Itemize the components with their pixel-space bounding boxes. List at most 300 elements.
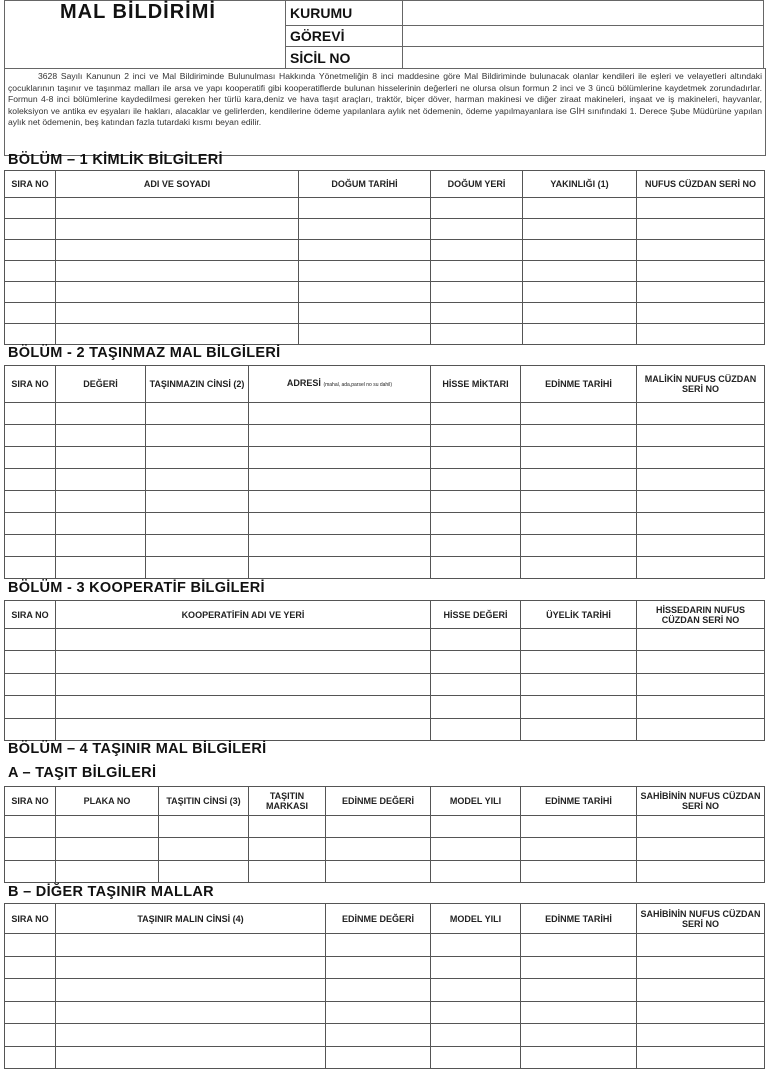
table-cell[interactable] xyxy=(637,673,765,695)
table-row xyxy=(5,934,765,957)
table-cell[interactable] xyxy=(326,934,431,957)
table-row xyxy=(5,469,765,491)
table-cell[interactable] xyxy=(5,629,56,651)
diger-tasinir-table xyxy=(4,903,765,1069)
table-cell[interactable] xyxy=(5,956,56,979)
table-cell[interactable] xyxy=(523,261,637,282)
table-cell[interactable] xyxy=(249,535,431,557)
header-table xyxy=(4,0,764,69)
table-cell[interactable] xyxy=(249,491,431,513)
table-row xyxy=(5,1024,765,1047)
table-cell[interactable] xyxy=(56,513,146,535)
table-cell[interactable] xyxy=(326,860,431,882)
table-cell[interactable] xyxy=(5,696,56,718)
table-cell[interactable] xyxy=(431,934,521,957)
column-header-label: HİSSE DEĞERİ xyxy=(443,609,508,620)
table-cell[interactable] xyxy=(299,219,431,240)
table-cell[interactable] xyxy=(521,651,637,673)
section-4b-title: B – DİĞER TAŞINIR MALLAR xyxy=(8,884,214,900)
table-row xyxy=(5,1001,765,1024)
table-cell[interactable] xyxy=(5,816,56,838)
table-cell[interactable] xyxy=(431,1046,521,1069)
table-row xyxy=(5,629,765,651)
column-header xyxy=(431,366,521,403)
table-cell[interactable] xyxy=(56,1046,326,1069)
header-row xyxy=(5,601,765,629)
column-header xyxy=(637,904,765,934)
table-cell[interactable] xyxy=(521,673,637,695)
address-note: (mahal, ada,parsel no su dahil) xyxy=(323,382,393,388)
table-cell[interactable] xyxy=(5,1001,56,1024)
table-row xyxy=(5,673,765,695)
table-cell[interactable] xyxy=(146,447,249,469)
column-header-label: EDİNME TARİHİ xyxy=(545,796,612,806)
table-cell[interactable] xyxy=(5,219,56,240)
table-cell[interactable] xyxy=(299,198,431,219)
table-cell[interactable] xyxy=(56,696,431,718)
table-cell[interactable] xyxy=(5,860,56,882)
table-row xyxy=(5,718,765,740)
table-cell[interactable] xyxy=(521,1046,637,1069)
table-cell[interactable] xyxy=(146,513,249,535)
table-cell[interactable] xyxy=(431,491,521,513)
table-cell[interactable] xyxy=(431,513,521,535)
table-cell[interactable] xyxy=(249,838,326,860)
table-cell[interactable] xyxy=(299,282,431,303)
tasit-table xyxy=(4,786,765,883)
table-cell[interactable] xyxy=(637,425,765,447)
section-4-title: BÖLÜM – 4 TAŞINIR MAL BİLGİLERİ xyxy=(8,741,267,757)
column-header xyxy=(637,171,765,198)
table-row xyxy=(5,198,765,219)
table-row xyxy=(5,261,765,282)
table-cell[interactable] xyxy=(637,860,765,882)
table-row xyxy=(5,303,765,324)
table-cell[interactable] xyxy=(521,447,637,469)
table-cell[interactable] xyxy=(637,979,765,1002)
table-row xyxy=(5,403,765,425)
table-cell[interactable] xyxy=(146,469,249,491)
column-header xyxy=(5,904,56,934)
column-header-label: SIRA NO xyxy=(11,609,49,620)
table-cell[interactable] xyxy=(5,673,56,695)
column-header-label: DEĞERİ xyxy=(83,379,118,389)
table-row xyxy=(5,956,765,979)
section-3-title: BÖLÜM - 3 KOOPERATİF BİLGİLERİ xyxy=(8,580,265,596)
table-cell[interactable] xyxy=(249,860,326,882)
table-cell[interactable] xyxy=(56,240,299,261)
table-cell[interactable] xyxy=(146,403,249,425)
table-cell[interactable] xyxy=(5,491,56,513)
column-header xyxy=(56,366,146,403)
table-cell[interactable] xyxy=(5,535,56,557)
table-cell[interactable] xyxy=(431,979,521,1002)
table-row xyxy=(5,816,765,838)
header-row xyxy=(5,904,765,934)
table-cell[interactable] xyxy=(249,816,326,838)
gorevi-field[interactable] xyxy=(403,26,764,47)
header-row xyxy=(5,366,765,403)
table-cell[interactable] xyxy=(326,838,431,860)
table-cell[interactable] xyxy=(5,718,56,740)
tasinmaz-table xyxy=(4,365,765,579)
table-cell[interactable] xyxy=(523,240,637,261)
column-header-label: SIRA NO xyxy=(11,379,49,389)
table-cell[interactable] xyxy=(56,303,299,324)
table-cell[interactable] xyxy=(521,425,637,447)
column-header xyxy=(56,904,326,934)
table-cell[interactable] xyxy=(299,261,431,282)
table-row xyxy=(5,696,765,718)
table-cell[interactable] xyxy=(431,860,521,882)
table-cell[interactable] xyxy=(521,629,637,651)
table-cell[interactable] xyxy=(431,696,521,718)
table-cell[interactable] xyxy=(326,979,431,1002)
column-header xyxy=(637,601,765,629)
table-cell[interactable] xyxy=(249,469,431,491)
table-row xyxy=(5,447,765,469)
table-cell[interactable] xyxy=(56,491,146,513)
table-cell[interactable] xyxy=(5,934,56,957)
table-cell[interactable] xyxy=(637,303,765,324)
table-cell[interactable] xyxy=(5,979,56,1002)
section-2-title: BÖLÜM - 2 TAŞINMAZ MAL BİLGİLERİ xyxy=(8,345,281,361)
table-cell[interactable] xyxy=(5,303,56,324)
table-cell[interactable] xyxy=(5,447,56,469)
table-cell[interactable] xyxy=(637,240,765,261)
table-cell[interactable] xyxy=(431,838,521,860)
column-header xyxy=(523,171,637,198)
table-cell[interactable] xyxy=(56,198,299,219)
table-cell[interactable] xyxy=(249,447,431,469)
column-header-label: KOOPERATİFİN ADI VE YERİ xyxy=(181,609,305,620)
column-header xyxy=(326,904,431,934)
column-header xyxy=(431,171,523,198)
table-row xyxy=(5,219,765,240)
column-header-label: SAHİBİNİN NUFUS CÜZDAN SERİ NO xyxy=(640,908,761,929)
table-cell[interactable] xyxy=(637,1024,765,1047)
table-cell[interactable] xyxy=(146,557,249,579)
column-header xyxy=(146,366,249,403)
table-cell[interactable] xyxy=(523,219,637,240)
table-cell[interactable] xyxy=(431,535,521,557)
table-cell[interactable] xyxy=(637,219,765,240)
table-cell[interactable] xyxy=(56,447,146,469)
table-cell[interactable] xyxy=(637,557,765,579)
column-header xyxy=(249,787,326,816)
table-cell[interactable] xyxy=(326,1001,431,1024)
column-header-label: MALİKİN NUFUS CÜZDAN SERİ NO xyxy=(644,374,757,394)
table-cell[interactable] xyxy=(521,956,637,979)
table-cell[interactable] xyxy=(637,513,765,535)
column-header-label: DOĞUM YERİ xyxy=(447,179,506,189)
table-cell[interactable] xyxy=(56,219,299,240)
table-cell[interactable] xyxy=(56,673,431,695)
column-header-label: YAKINLIĞI (1) xyxy=(550,179,609,189)
table-cell[interactable] xyxy=(431,673,521,695)
table-cell[interactable] xyxy=(637,403,765,425)
column-header xyxy=(5,366,56,403)
table-cell[interactable] xyxy=(637,629,765,651)
table-cell[interactable] xyxy=(56,979,326,1002)
table-cell[interactable] xyxy=(56,956,326,979)
table-cell[interactable] xyxy=(56,816,159,838)
table-cell[interactable] xyxy=(431,261,523,282)
kurumu-label: KURUMU xyxy=(286,1,403,26)
table-cell[interactable] xyxy=(56,860,159,882)
intro-paragraph: 3628 Sayılı Kanunun 2 inci ve Mal Bildiriminde Bulunulması Hakkında Yönetmeliğin 8 inci maddesine göre Mal Bildiriminde bulunacak olanlar kendileri ile eşleri ve velayetleri altındaki çocuklarının taşınır ve taşınmaz malları ile arsa ve yapı kooperatifi gibi kooperatiflerde bulunan hisselerinin değerleri ne olursa olsun formun 2 inci ve 3 üncü bölümlerine kaydetmek zorundadırlar. Formun 4-8 inci bölümlerine kaydedilmesi gereken her türlü kara,deniz ve hava taşıt araçları, traktör, biçer döver, harman makinesi ve diğer ziraat makineleri, inşaat ve iş makineleri, hayvanlar, koleksiyon ve antika ev eşyaları ile hakları, alacaklar ve gelirlerden, kendilerine ödeme yapılanlara aylık net ödemenin, ödeme yapılmayanlara ise GİH sınıfındaki 1. Derece Şube Müdürüne yapılan aylık net ödemenin, beş katından fazla tutardaki kısmı beyan edilir. xyxy=(4,68,766,156)
table-cell[interactable] xyxy=(431,718,521,740)
table-cell[interactable] xyxy=(523,198,637,219)
table-cell[interactable] xyxy=(523,282,637,303)
column-header-label: MODEL YILI xyxy=(449,796,502,806)
section-1-title: BÖLÜM – 1 KİMLİK BİLGİLERİ xyxy=(8,152,223,168)
table-cell[interactable] xyxy=(637,1001,765,1024)
column-header-label: HİSSE MİKTARI xyxy=(442,379,509,389)
table-cell[interactable] xyxy=(431,324,523,345)
kimlik-table xyxy=(4,170,765,345)
form-title: MAL BİLDİRİMİ xyxy=(5,1,286,69)
table-cell[interactable] xyxy=(431,303,523,324)
table-cell[interactable] xyxy=(637,261,765,282)
table-cell[interactable] xyxy=(56,718,431,740)
table-cell[interactable] xyxy=(637,956,765,979)
kooperatif-table xyxy=(4,600,765,741)
table-row xyxy=(5,860,765,882)
table-cell[interactable] xyxy=(249,403,431,425)
column-header xyxy=(326,787,431,816)
column-header xyxy=(159,787,249,816)
table-cell[interactable] xyxy=(637,1046,765,1069)
table-cell[interactable] xyxy=(249,557,431,579)
table-cell[interactable] xyxy=(431,469,521,491)
column-header xyxy=(521,366,637,403)
table-cell[interactable] xyxy=(146,425,249,447)
table-cell[interactable] xyxy=(56,324,299,345)
table-cell[interactable] xyxy=(146,491,249,513)
header-row xyxy=(5,171,765,198)
table-cell[interactable] xyxy=(5,513,56,535)
table-cell[interactable] xyxy=(637,816,765,838)
table-cell[interactable] xyxy=(521,1001,637,1024)
table-row xyxy=(5,557,765,579)
table-cell[interactable] xyxy=(431,219,523,240)
table-cell[interactable] xyxy=(56,282,299,303)
table-cell[interactable] xyxy=(431,629,521,651)
table-row xyxy=(5,838,765,860)
table-cell[interactable] xyxy=(637,718,765,740)
table-cell[interactable] xyxy=(5,838,56,860)
column-header-label: EDİNME TARİHİ xyxy=(545,379,612,389)
table-cell[interactable] xyxy=(326,1024,431,1047)
column-header xyxy=(56,601,431,629)
table-cell[interactable] xyxy=(521,557,637,579)
table-cell[interactable] xyxy=(431,956,521,979)
kurumu-field[interactable] xyxy=(403,1,764,26)
column-header-label: DOĞUM TARİHİ xyxy=(331,179,398,189)
table-cell[interactable] xyxy=(56,651,431,673)
table-cell[interactable] xyxy=(326,816,431,838)
table-cell[interactable] xyxy=(431,557,521,579)
table-cell[interactable] xyxy=(159,860,249,882)
table-cell[interactable] xyxy=(56,261,299,282)
table-cell[interactable] xyxy=(56,535,146,557)
column-header xyxy=(249,366,431,403)
table-cell[interactable] xyxy=(5,240,56,261)
table-cell[interactable] xyxy=(521,491,637,513)
table-cell[interactable] xyxy=(326,1046,431,1069)
column-header xyxy=(56,171,299,198)
table-cell[interactable] xyxy=(431,425,521,447)
column-header-label: TAŞINMAZIN CİNSİ (2) xyxy=(149,379,245,389)
table-cell[interactable] xyxy=(637,282,765,303)
table-cell[interactable] xyxy=(249,425,431,447)
table-cell[interactable] xyxy=(521,535,637,557)
column-header-label: NUFUS CÜZDAN SERİ NO xyxy=(644,179,756,189)
table-cell[interactable] xyxy=(431,816,521,838)
table-cell[interactable] xyxy=(299,324,431,345)
column-header-label: SIRA NO xyxy=(11,179,49,189)
table-cell[interactable] xyxy=(56,1024,326,1047)
column-header xyxy=(637,366,765,403)
column-header xyxy=(56,787,159,816)
column-header xyxy=(431,787,521,816)
table-cell[interactable] xyxy=(521,816,637,838)
header-row xyxy=(5,787,765,816)
table-row xyxy=(5,425,765,447)
table-cell[interactable] xyxy=(521,979,637,1002)
column-header xyxy=(299,171,431,198)
table-cell[interactable] xyxy=(146,535,249,557)
table-row xyxy=(5,1046,765,1069)
table-cell[interactable] xyxy=(431,198,523,219)
table-cell[interactable] xyxy=(56,934,326,957)
column-header xyxy=(5,787,56,816)
table-cell[interactable] xyxy=(637,838,765,860)
table-cell[interactable] xyxy=(5,324,56,345)
table-row xyxy=(5,324,765,345)
column-header-label: EDİNME TARİHİ xyxy=(545,913,612,924)
table-cell[interactable] xyxy=(431,403,521,425)
table-cell[interactable] xyxy=(56,557,146,579)
column-header xyxy=(521,787,637,816)
column-header xyxy=(637,787,765,816)
table-row xyxy=(5,651,765,673)
table-cell[interactable] xyxy=(5,198,56,219)
sicil-no-field[interactable] xyxy=(403,47,764,69)
table-cell[interactable] xyxy=(56,629,431,651)
table-cell[interactable] xyxy=(637,447,765,469)
table-row xyxy=(5,979,765,1002)
table-cell[interactable] xyxy=(521,696,637,718)
table-cell[interactable] xyxy=(523,324,637,345)
column-header-label: HİSSEDARIN NUFUS CÜZDAN SERİ NO xyxy=(655,604,745,625)
table-cell[interactable] xyxy=(431,1024,521,1047)
table-cell[interactable] xyxy=(521,838,637,860)
table-cell[interactable] xyxy=(5,261,56,282)
table-cell[interactable] xyxy=(5,282,56,303)
gorevi-label: GÖREVİ xyxy=(286,26,403,47)
table-cell[interactable] xyxy=(56,425,146,447)
table-cell[interactable] xyxy=(431,240,523,261)
table-cell[interactable] xyxy=(637,934,765,957)
column-header-label: EDİNME DEĞERİ xyxy=(341,796,414,806)
table-cell[interactable] xyxy=(56,838,159,860)
table-cell[interactable] xyxy=(56,1001,326,1024)
table-cell[interactable] xyxy=(521,469,637,491)
column-header xyxy=(5,601,56,629)
table-cell[interactable] xyxy=(326,956,431,979)
column-header-label: PLAKA NO xyxy=(83,796,131,806)
table-cell[interactable] xyxy=(521,513,637,535)
table-cell[interactable] xyxy=(521,1024,637,1047)
table-cell[interactable] xyxy=(5,557,56,579)
column-header-label: SAHİBİNİN NUFUS CÜZDAN SERİ NO xyxy=(640,791,761,811)
table-cell[interactable] xyxy=(431,447,521,469)
table-cell[interactable] xyxy=(299,240,431,261)
column-header-label: TAŞINIR MALIN CİNSİ (4) xyxy=(137,913,244,924)
table-cell[interactable] xyxy=(637,651,765,673)
column-header-label: ADI VE SOYADI xyxy=(143,179,211,189)
table-cell[interactable] xyxy=(521,860,637,882)
table-cell[interactable] xyxy=(521,718,637,740)
table-row xyxy=(5,491,765,513)
column-header-label: MODEL YILI xyxy=(449,913,502,924)
table-cell[interactable] xyxy=(637,535,765,557)
column-header-label: ÜYELİK TARİHİ xyxy=(546,609,611,620)
table-cell[interactable] xyxy=(431,1001,521,1024)
table-cell[interactable] xyxy=(5,425,56,447)
table-row xyxy=(5,535,765,557)
column-header xyxy=(521,601,637,629)
column-header-label: TAŞITIN CİNSİ (3) xyxy=(166,796,241,806)
column-header xyxy=(431,601,521,629)
sicil-no-label: SİCİL NO xyxy=(286,47,403,69)
column-header-label: TAŞITIN MARKASI xyxy=(266,791,308,811)
table-cell[interactable] xyxy=(159,816,249,838)
table-cell[interactable] xyxy=(5,1024,56,1047)
table-cell[interactable] xyxy=(5,403,56,425)
table-cell[interactable] xyxy=(637,696,765,718)
table-cell[interactable] xyxy=(299,303,431,324)
table-cell[interactable] xyxy=(249,513,431,535)
table-cell[interactable] xyxy=(56,403,146,425)
table-cell[interactable] xyxy=(521,934,637,957)
table-cell[interactable] xyxy=(637,324,765,345)
table-cell[interactable] xyxy=(521,403,637,425)
column-header-label: EDİNME DEĞERİ xyxy=(341,913,414,924)
table-cell[interactable] xyxy=(637,198,765,219)
table-cell[interactable] xyxy=(56,469,146,491)
column-header xyxy=(431,904,521,934)
table-cell[interactable] xyxy=(5,651,56,673)
table-row xyxy=(5,282,765,303)
table-cell[interactable] xyxy=(637,491,765,513)
table-row xyxy=(5,240,765,261)
table-cell[interactable] xyxy=(5,1046,56,1069)
table-cell[interactable] xyxy=(431,651,521,673)
table-cell[interactable] xyxy=(523,303,637,324)
table-cell[interactable] xyxy=(5,469,56,491)
table-cell[interactable] xyxy=(431,282,523,303)
table-row xyxy=(5,513,765,535)
section-4a-title: A – TAŞIT BİLGİLERİ xyxy=(8,765,157,781)
column-header xyxy=(5,171,56,198)
table-cell[interactable] xyxy=(637,469,765,491)
column-header-label: SIRA NO xyxy=(11,913,49,924)
table-cell[interactable] xyxy=(159,838,249,860)
column-header xyxy=(521,904,637,934)
